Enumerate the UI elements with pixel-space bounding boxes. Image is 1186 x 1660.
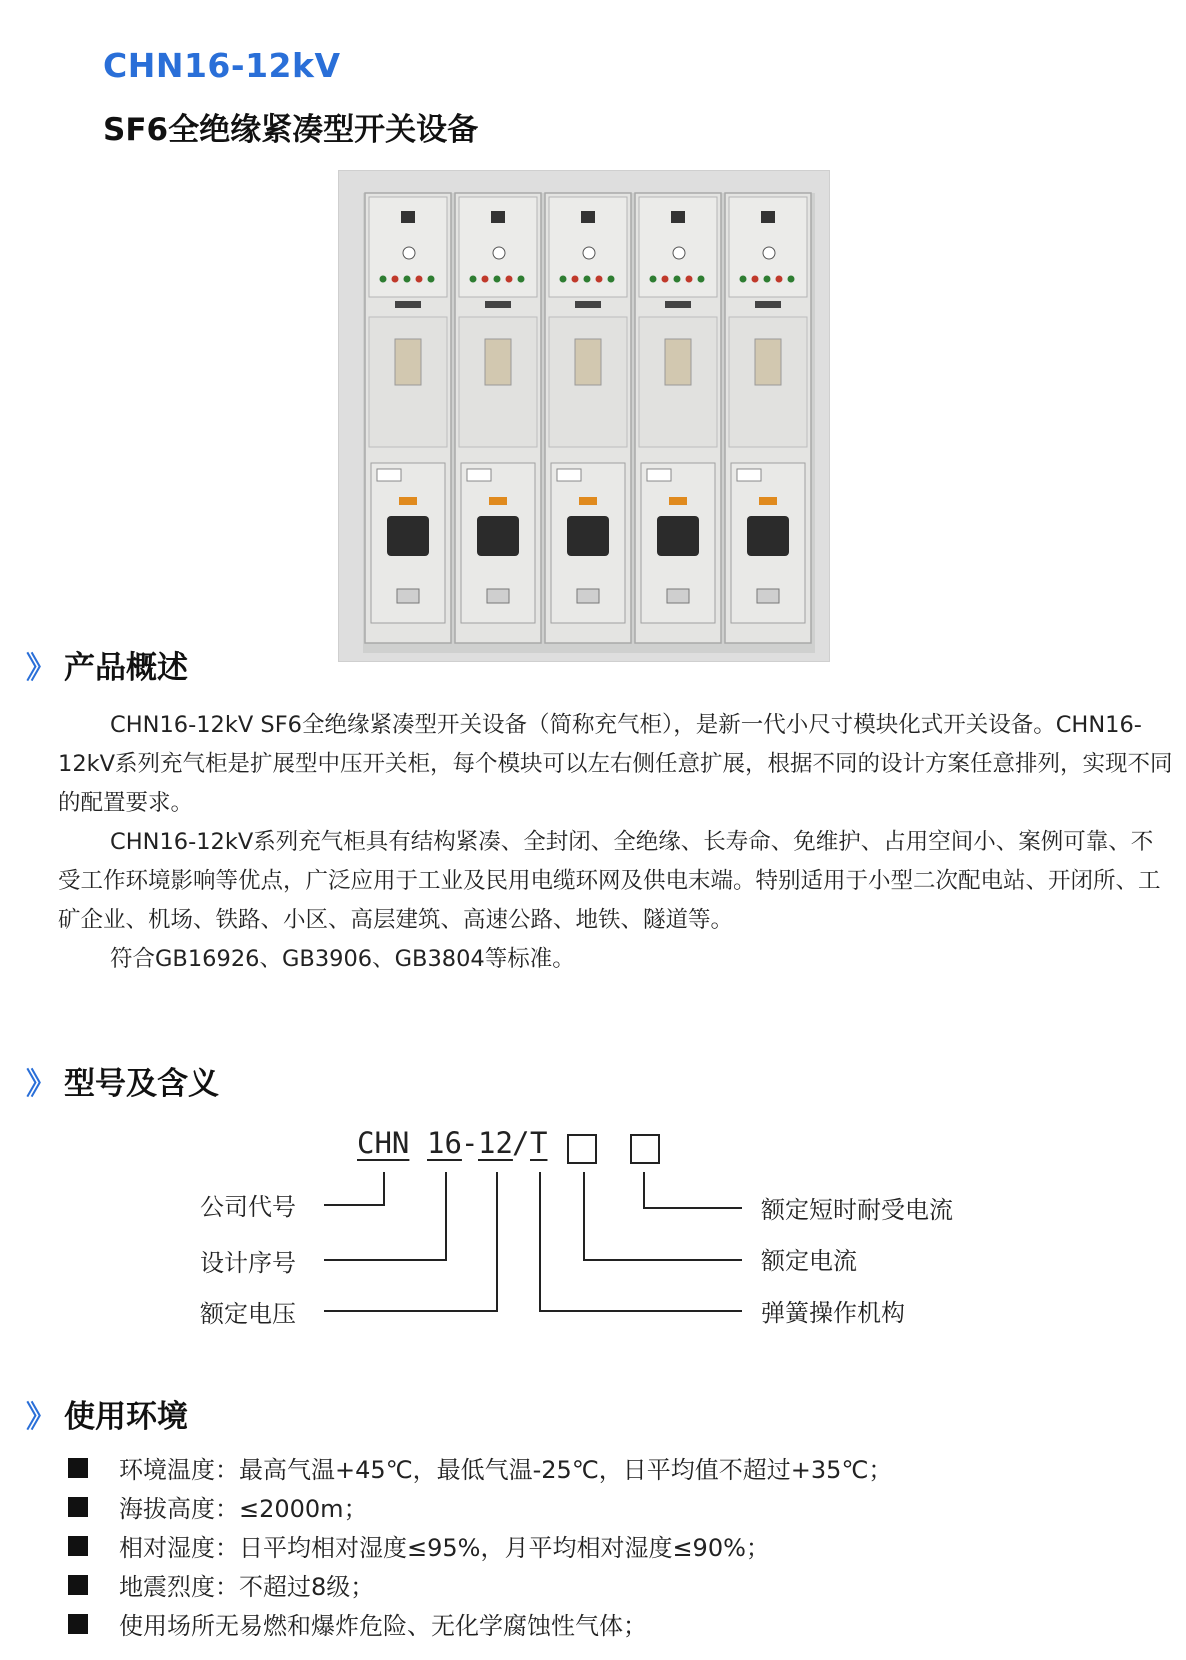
overview-paragraph-3: 符合GB16926、GB3906、GB3804等标准。 <box>110 946 575 972</box>
square-bullet-icon <box>68 1614 88 1634</box>
double-chevron-icon: 》 <box>26 1399 50 1435</box>
code-series: 16 <box>427 1126 462 1160</box>
section-model-title: 型号及含义 <box>64 1066 219 1102</box>
section-environment-title: 使用环境 <box>64 1399 188 1435</box>
double-chevron-icon: 》 <box>26 1066 50 1102</box>
list-item: 相对湿度：日平均相对湿度≤95%，月平均相对湿度≤90%； <box>68 1526 892 1565</box>
code-voltage: 12 <box>478 1126 513 1160</box>
product-name: SF6全绝缘紧凑型开关设备 <box>103 112 479 148</box>
code-box-short-time-current <box>630 1134 660 1164</box>
product-photo <box>338 170 830 662</box>
square-bullet-icon <box>68 1497 88 1517</box>
overview-paragraph-2: CHN16-12kV系列充气柜具有结构紧凑、全封闭、全绝缘、长寿命、免维护、占用空间小、案例可靠、不受工作环境影响等优点，广泛应用于工业及民用电缆环网及供电末端。特别适用于小型二次配电站、开闭所、工矿企业、机场、铁路、小区、高层建筑、高速公路、地铁、隧道等。 <box>58 829 1161 933</box>
code-prefix: CHN <box>357 1126 410 1160</box>
label-design-serial: 设计序号 <box>200 1249 296 1277</box>
square-bullet-icon <box>68 1458 88 1478</box>
section-environment-heading <box>26 1391 188 1436</box>
environment-list <box>68 1448 892 1643</box>
list-item: 地震烈度：不超过8级； <box>68 1565 892 1604</box>
code-mechanism: T <box>530 1126 548 1160</box>
section-overview-heading <box>26 642 188 687</box>
code-separator: - <box>461 1126 479 1160</box>
label-company-code: 公司代号 <box>200 1193 296 1221</box>
list-item: 使用场所无易燃和爆炸危险、无化学腐蚀性气体； <box>68 1604 892 1643</box>
double-chevron-icon: 》 <box>26 650 50 686</box>
label-rated-voltage: 额定电压 <box>200 1300 296 1328</box>
overview-paragraph-1: CHN16-12kV SF6全绝缘紧凑型开关设备（简称充气柜），是新一代小尺寸模块化式开关设备。CHN16-12kV系列充气柜是扩展型中压开关柜，每个模块可以左右侧任意扩展，根据不同的设计方案任意排列，实现不同的配置要求。 <box>58 712 1173 816</box>
switchgear-cabinet-illustration <box>339 171 829 661</box>
section-overview-title: 产品概述 <box>64 650 188 686</box>
square-bullet-icon <box>68 1536 88 1556</box>
label-short-time-current: 额定短时耐受电流 <box>761 1196 953 1224</box>
square-bullet-icon <box>68 1575 88 1595</box>
model-title: CHN16-12kV <box>103 46 341 85</box>
section-model-heading <box>26 1058 219 1103</box>
code-slash: / <box>512 1126 530 1160</box>
list-item: 环境温度：最高气温+45℃，最低气温-25℃，日平均值不超过+35℃； <box>68 1448 892 1487</box>
code-box-rated-current <box>567 1134 597 1164</box>
label-spring-mechanism: 弹簧操作机构 <box>761 1299 905 1327</box>
list-item: 海拔高度：≤2000m； <box>68 1487 892 1526</box>
overview-text <box>58 706 1173 979</box>
label-rated-current: 额定电流 <box>761 1247 857 1275</box>
